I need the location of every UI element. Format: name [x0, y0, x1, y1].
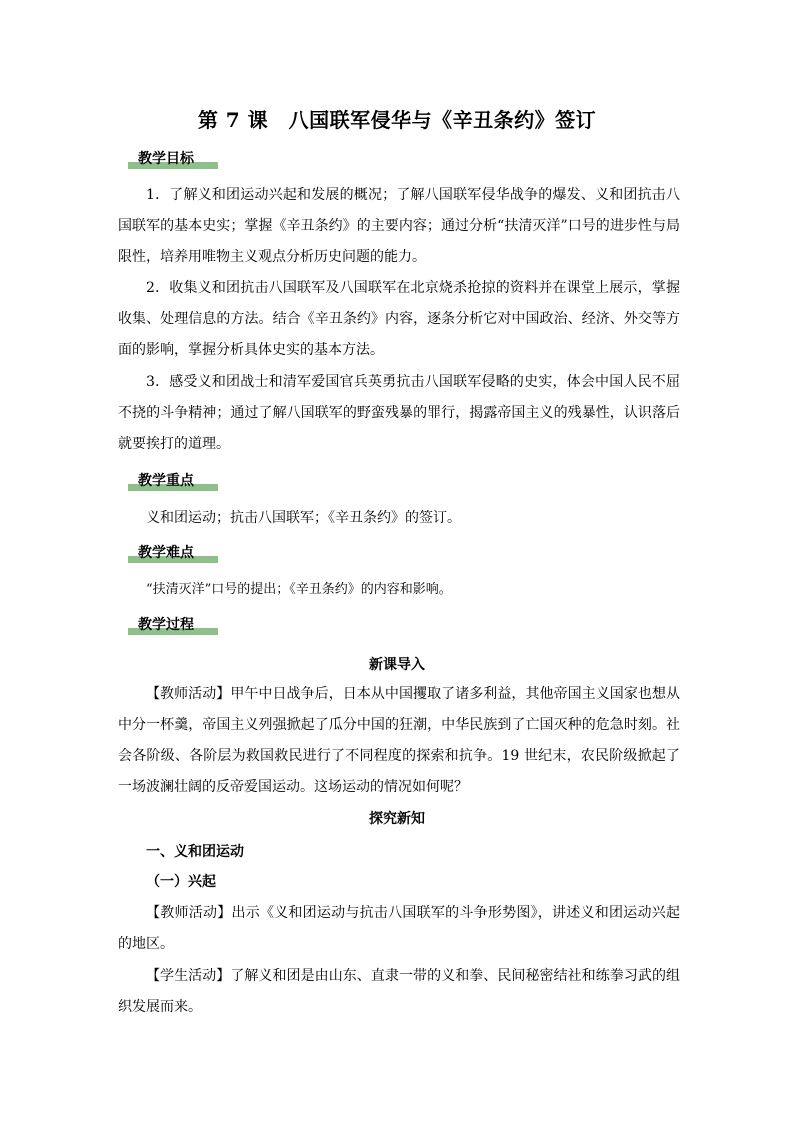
heading-text: 教学难点	[138, 545, 194, 561]
difficulties-text: “扶清灭洋”口号的提出；《辛丑条约》的内容和影响。	[146, 582, 452, 597]
section-heading-process	[134, 615, 218, 637]
student-activity-paragraph: 【学生活动】了解义和团是由山东、直隶一带的义和拳、民间秘密结社和练拳习武的组织发展而来。	[118, 968, 680, 1015]
objective-item-1: 1．了解义和团运动兴起和发展的概况；了解八国联军侵华战争的爆发、义和团抗击八国联军的基本史实；掌握《辛丑条约》的主要内容；通过分析“扶清灭洋”口号的进步性与局限性，培养用唯物主义观点分析历史问题的能力。	[118, 187, 680, 265]
objective-item-2: 2．收集义和团抗击八国联军及八国联军在北京烧杀抢掠的资料并在课堂上展示，掌握收集、处理信息的方法。结合《辛丑条约》内容，逐条分析它对中国政治、经济、外交等方面的影响，掌握分析具体史实的基本方法。	[118, 280, 680, 358]
heading-text: 教学过程	[138, 617, 194, 633]
teacher-activity-paragraph: 【教师活动】出示《义和团运动与抗击八国联军的斗争形势图》，讲述义和团运动兴起的地区。	[118, 905, 680, 952]
intro-paragraph: 【教师活动】甲午中日战争后，日本从中国攫取了诸多利益，其他帝国主义国家也想从中分一杯羹，帝国主义列强掀起了瓜分中国的狂潮，中华民族到了亡国灭种的危急时刻。社会各阶级、各阶层为救国救民进行了不同程度的探索和抗争。19 世纪末，农民阶级掀起了一场波澜壮阔的反帝爱国运动。这场运动的情况如何呢？	[118, 686, 680, 795]
subsection-title-1: 一、义和团运动	[146, 844, 244, 860]
heading-text: 教学重点	[138, 473, 194, 489]
key-points-text: 义和团运动；抗击八国联军；《辛丑条约》的签订。	[146, 510, 461, 526]
section-heading-difficulties	[134, 543, 218, 565]
lesson-title: 第 7 课 八国联军侵华与《辛丑条约》签订	[197, 108, 597, 132]
heading-text: 教学目标	[138, 151, 194, 167]
section-heading-objectives	[134, 149, 218, 171]
explore-title: 探究新知	[369, 811, 425, 827]
subsection-title-2: （一）兴起	[146, 874, 216, 890]
section-heading-key-points	[134, 471, 218, 493]
intro-title: 新课导入	[369, 657, 425, 673]
objective-item-3: 3．感受义和团战士和清军爱国官兵英勇抗击八国联军侵略的史实，体会中国人民不屈不挠的斗争精神；通过了解八国联军的野蛮残暴的罪行，揭露帝国主义的残暴性，认识落后就要挨打的道理。	[118, 374, 680, 452]
